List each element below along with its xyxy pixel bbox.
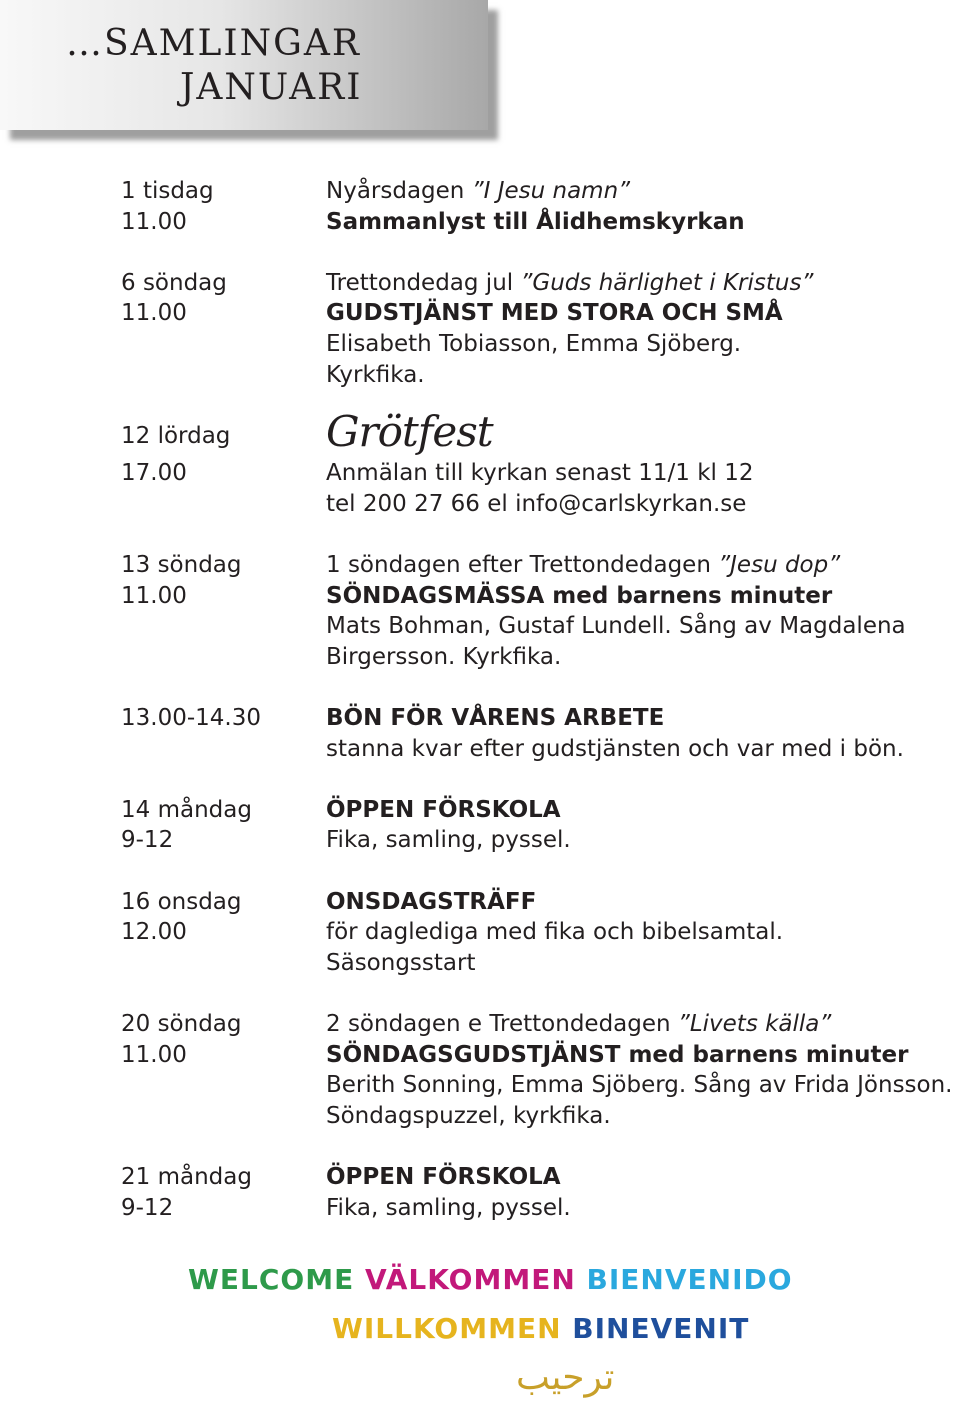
event-date: 13 söndag [121,552,242,579]
title-line-2: JANUARI [180,67,363,108]
event-time: 11.00 [121,300,187,327]
event-date: 1 tisdag [121,178,214,204]
event-detail: stanna kvar efter gudstjänsten och var med i bön. [326,735,904,762]
event-entry [121,406,960,520]
event-script-title [326,406,960,459]
event-date: 20 söndag [121,1011,242,1038]
event-date: 13.00-14.30 [121,705,261,732]
event-headline: BÖN FÖR VÅRENS ARBETE [326,705,665,732]
welcome-banner [0,1258,960,1351]
event-title [326,176,960,207]
header-banner [0,0,488,130]
event-entry [121,795,960,856]
event-date-spacer [121,329,326,360]
event-date-spacer [121,489,326,520]
event-time: 9-12 [121,1194,174,1221]
event-date-spacer [121,360,326,391]
event-title-text: 2 söndagen e Trettondedagen [326,1011,678,1038]
event-time: 11.00 [121,582,187,609]
event-entry [121,887,960,979]
event-time: 9-12 [121,827,174,854]
welcome-word-english: WELCOME [188,1263,355,1296]
event-date: 16 onsdag [121,888,242,915]
welcome-word-arabic: ترحيب [516,1357,615,1398]
event-date: 6 söndag [121,269,227,296]
title-line-1: …SAMLINGAR [66,23,362,64]
event-title [326,268,960,299]
event-entry [121,703,960,764]
event-date-spacer [121,1070,326,1101]
event-detail: Mats Bohman, Gustaf Lundell. Sång av Magdalena [326,613,906,640]
event-detail: tel 200 27 66 el info@carlskyrkan.se [326,490,747,517]
event-date-spacer [121,611,326,642]
event-entry [121,1009,960,1131]
event-headline: SÖNDAGSGUDSTJÄNST med barnens minuter [326,1041,909,1068]
event-theme: ”Jesu dop” [718,552,841,579]
welcome-line-2 [0,1307,960,1351]
event-entry [121,268,960,390]
event-detail: Elisabeth Tobiasson, Emma Sjöberg. [326,330,742,357]
event-entry [121,176,960,237]
event-date-spacer [121,948,326,979]
event-headline: GUDSTJÄNST MED STORA OCH SMÅ [326,300,783,327]
event-headline: ÖPPEN FÖRSKOLA [326,1164,561,1190]
event-headline: SÖNDAGSMÄSSA med barnens minuter [326,582,833,609]
event-date-spacer [121,1101,326,1132]
event-headline: ONSDAGSTRÄFF [326,888,537,915]
event-time: 17.00 [121,460,187,487]
event-detail: Kyrkfika. [326,361,425,388]
event-title-text: Nyårsdagen [326,178,472,204]
event-date: 14 måndag [121,796,252,823]
event-detail: Berith Sonning, Emma Sjöberg. Sång av Frida Jönsson. [326,1072,953,1099]
welcome-word-spanish: BIENVENIDO [586,1263,793,1296]
event-theme: ”Guds härlighet i Kristus” [520,269,814,296]
event-date-spacer [121,734,326,765]
welcome-word-german: WILLKOMMEN [332,1312,562,1345]
event-detail: Anmälan till kyrkan senast 11/1 kl 12 [326,460,754,487]
event-headline: Sammanlyst till Ålidhemskyrkan [326,208,745,235]
event-time: 12.00 [121,919,187,946]
event-entry [121,550,960,672]
event-date-spacer [121,642,326,673]
event-title [326,1009,960,1040]
event-detail: Fika, samling, pyssel. [326,1194,571,1221]
event-detail: Fika, samling, pyssel. [326,827,571,854]
event-theme: ”Livets källa” [677,1011,832,1038]
event-detail: Birgersson. Kyrkfika. [326,643,562,670]
event-title-text: 1 söndagen efter Trettondedagen [326,552,719,579]
event-date: 21 måndag [121,1164,252,1190]
welcome-line-1 [0,1258,960,1302]
event-headline: ÖPPEN FÖRSKOLA [326,796,561,823]
event-title [326,550,960,581]
event-time: 11.00 [121,208,187,235]
event-theme: ”I Jesu namn” [471,178,631,204]
page-title [66,22,363,110]
welcome-word-romanian: BINEVENIT [572,1312,750,1345]
event-detail: Säsongsstart [326,949,476,976]
event-script-title-text: Grötfest [326,406,493,456]
event-detail: Söndagspuzzel, kyrkfika. [326,1102,611,1129]
event-title-text: Trettondedag jul [326,269,521,296]
event-detail: för daglediga med fika och bibelsamtal. [326,919,784,946]
event-entry [121,1162,960,1223]
event-time: 11.00 [121,1041,187,1068]
event-date: 12 lördag [121,422,231,449]
event-list [121,176,960,1223]
welcome-word-swedish: VÄLKOMMEN [364,1263,576,1296]
